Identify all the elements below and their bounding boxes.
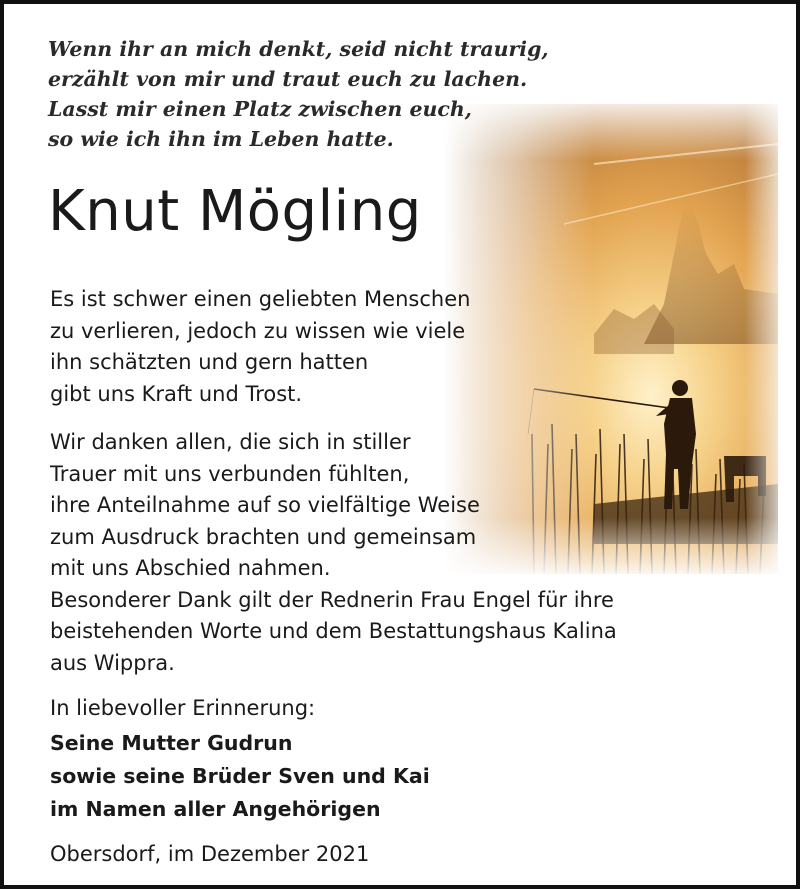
paragraph-line: Es ist schwer einen geliebten Menschen	[50, 287, 471, 311]
mourner-line: im Namen aller Angehörigen	[50, 797, 381, 821]
paragraph-line: Trauer mit uns verbunden fühlten,	[50, 461, 410, 486]
verse-line: so wie ich ihn im Leben hatte.	[48, 127, 394, 151]
verse-line: erzählt von mir und traut euch zu lachen.	[48, 67, 528, 91]
verse-line: Wenn ihr an mich denkt, seid nicht traurig,	[48, 37, 549, 61]
paragraph-line: ihn schätzten und gern hatten	[50, 350, 369, 374]
place-and-date: Obersdorf, im Dezember 2021	[50, 842, 370, 866]
paragraph-line: Wir danken allen, die sich in stiller	[50, 430, 411, 454]
paragraph-line: ihre Anteilnahme auf so vielfältige Weise	[50, 493, 480, 517]
paragraph-line: mit uns Abschied nahmen.	[50, 556, 331, 580]
deceased-name: Knut Mögling	[48, 179, 422, 244]
thanks-paragraph	[50, 427, 617, 679]
memorial-verse	[48, 34, 549, 154]
closing-intro-text: In liebevoller Erinnerung:	[50, 696, 316, 720]
paragraph-line: beistehenden Worte und dem Bestattungshaus Kalina	[50, 619, 617, 643]
mourner-line: sowie seine Brüder Sven und Kai	[50, 764, 430, 788]
paragraph-line: aus Wippra.	[50, 650, 175, 675]
mourner-line: Seine Mutter Gudrun	[50, 731, 293, 755]
mourners-list	[50, 727, 430, 826]
verse-line: Lasst mir einen Platz zwischen euch,	[48, 97, 472, 121]
paragraph-line: zu verlieren, jedoch zu wissen wie viele	[50, 318, 466, 343]
paragraph-line: zum Ausdruck brachten und gemeinsam	[50, 524, 477, 549]
paragraph-line: Besonderer Dank gilt der Rednerin Frau Engel für ihre	[50, 587, 614, 612]
closing-intro	[50, 693, 315, 725]
comfort-paragraph	[50, 284, 470, 410]
paragraph-line: gibt uns Kraft und Trost.	[50, 381, 303, 406]
